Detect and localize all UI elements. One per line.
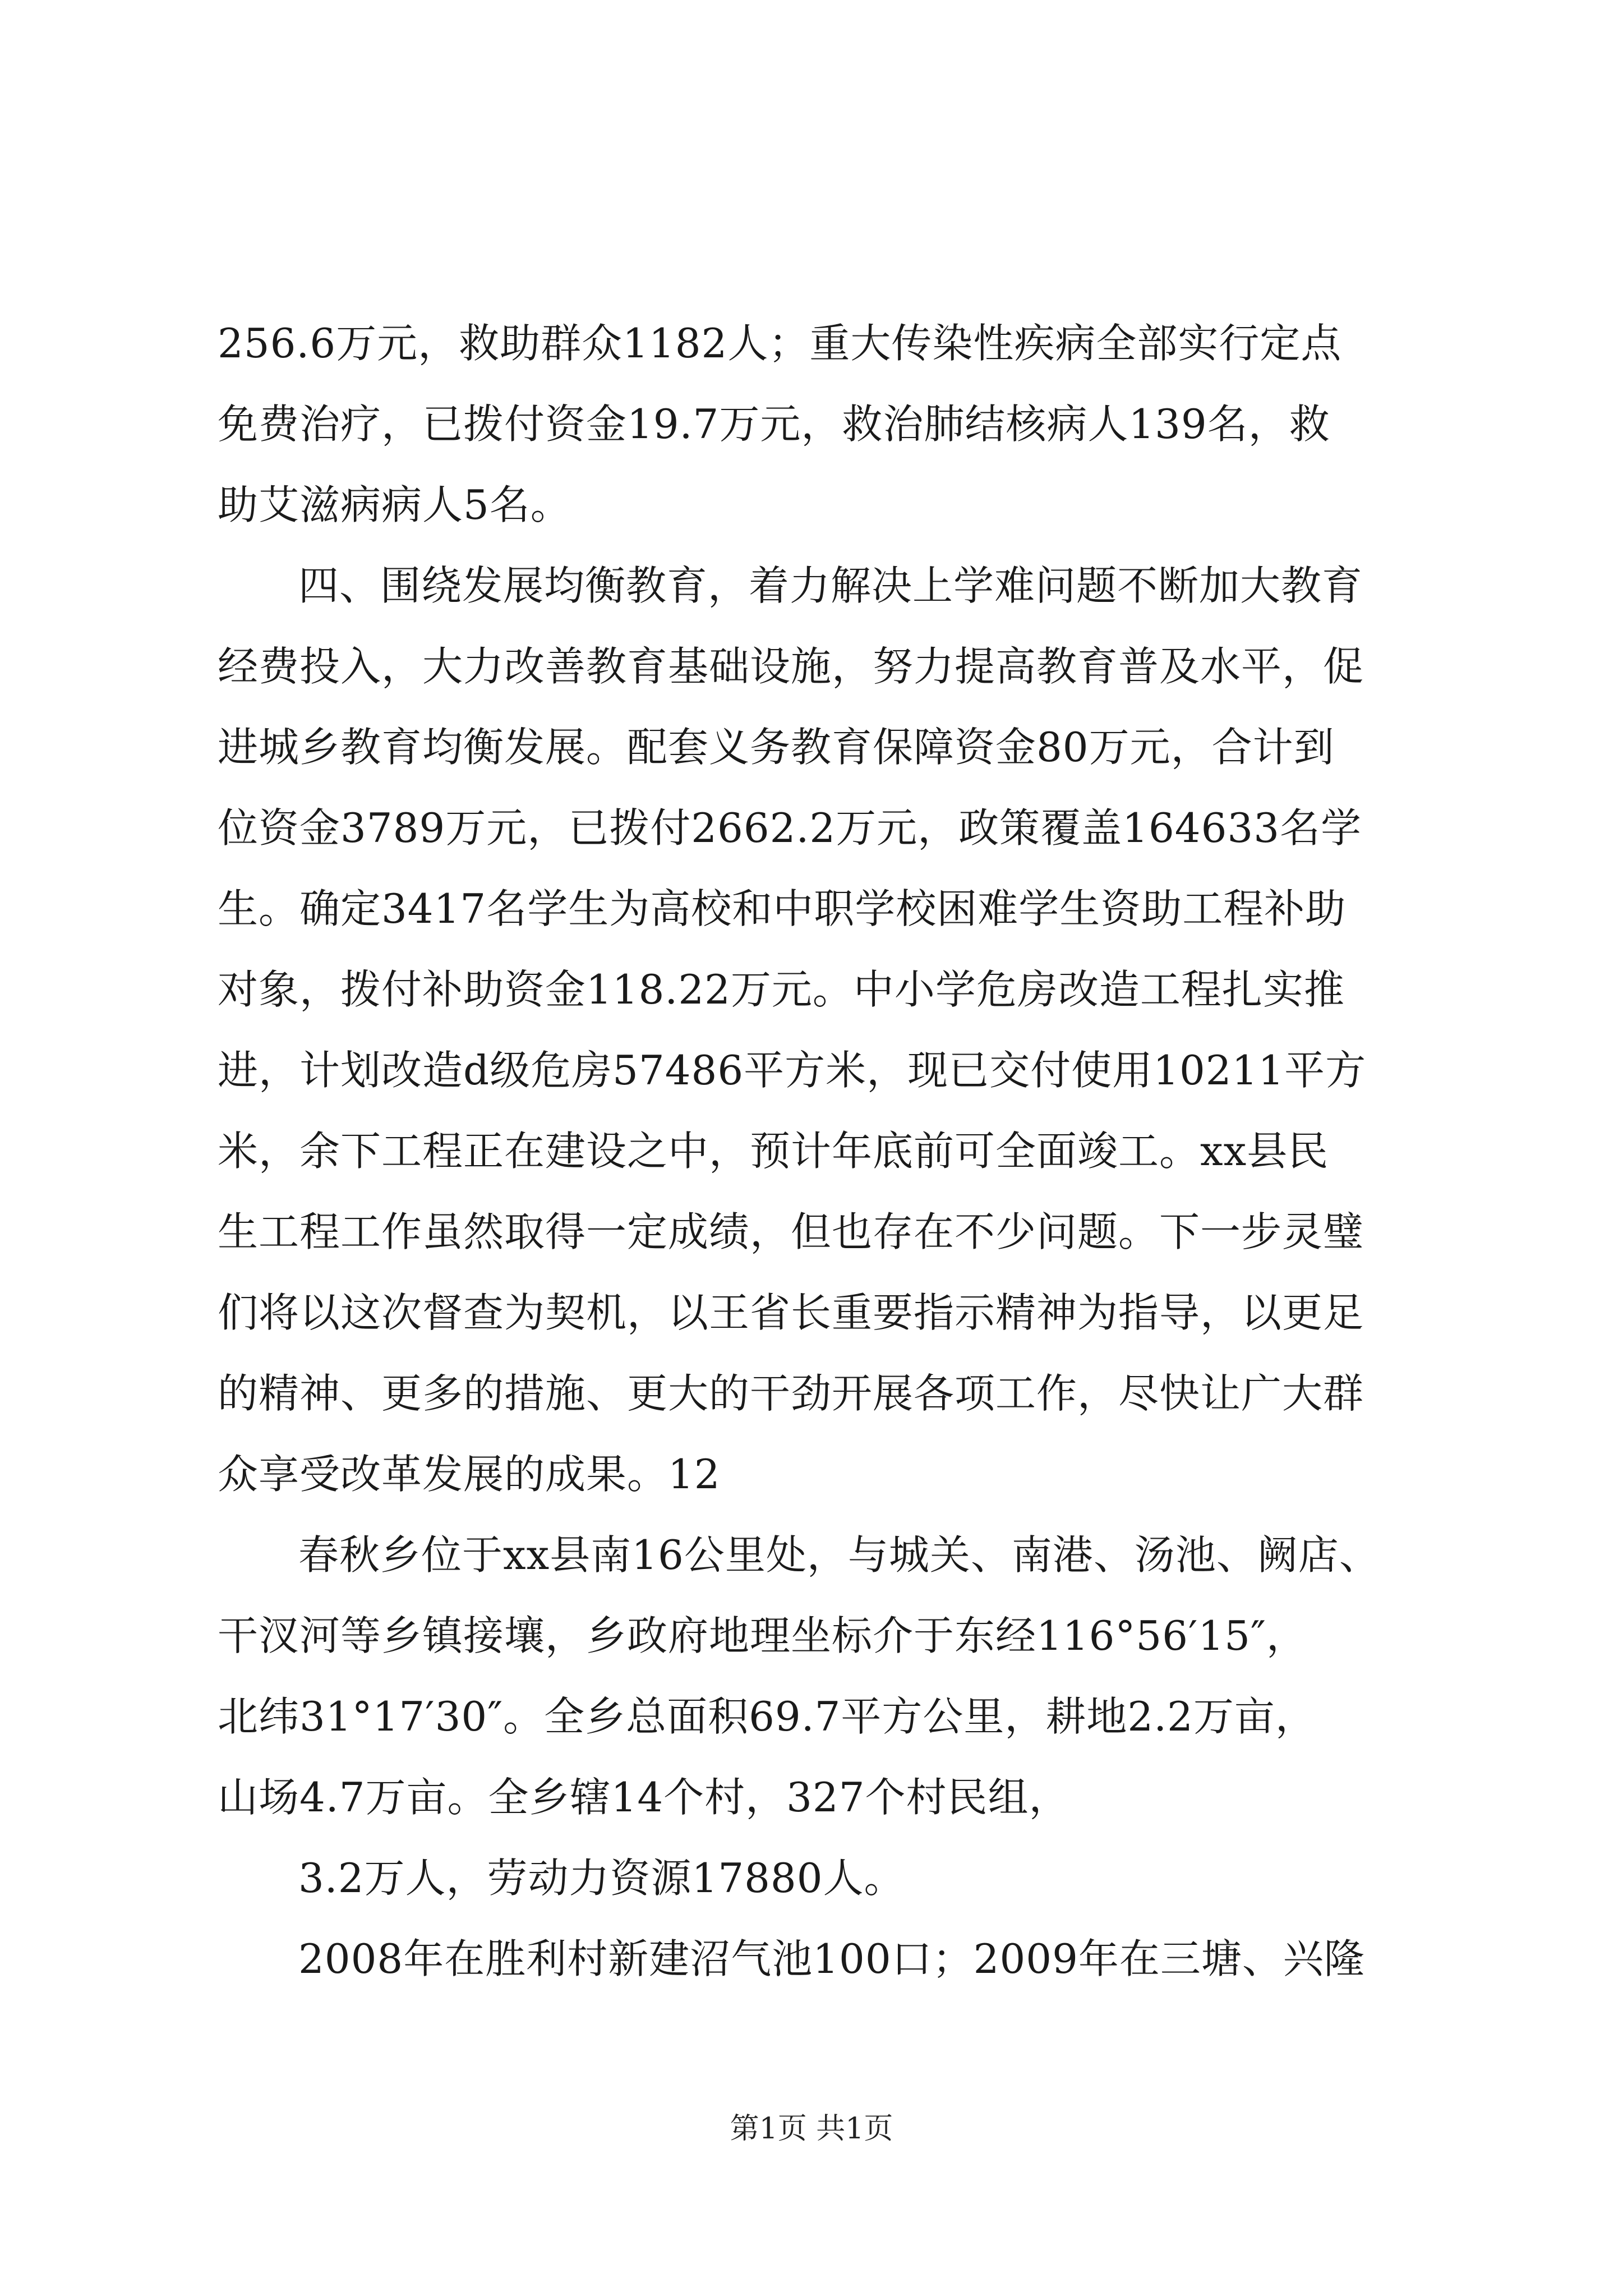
paragraph-2	[218, 545, 1418, 1515]
text-line: 的精神、更多的措施、更大的干劲开展各项工作，尽快让广大群	[218, 1370, 1364, 1417]
text-line: 3.2万人，劳动力资源17880人。	[298, 1855, 905, 1902]
text-line: 2008年在胜利村新建沼气池100口；2009年在三塘、兴隆	[298, 1935, 1365, 1982]
text-line: 对象，拨付补助资金118.22万元。中小学危房改造工程扎实推	[218, 966, 1345, 1013]
text-line: 四、围绕发展均衡教育，着力解决上学难问题不断加大教育	[298, 562, 1363, 609]
paragraph-5	[218, 1918, 1418, 1999]
text-line: 们将以这次督查为契机，以王省长重要指示精神为指导，以更足	[218, 1289, 1364, 1336]
paragraph-1	[218, 303, 1418, 545]
text-line: 助艾滋病病人5名。	[218, 481, 571, 528]
text-line: 春秋乡位于xx县南16公里处，与城关、南港、汤池、阙店、	[298, 1531, 1380, 1579]
text-line: 位资金3789万元，已拨付2662.2万元，政策覆盖164633名学	[218, 804, 1362, 852]
text-line: 进，计划改造d级危房57486平方米，现已交付使用10211平方	[218, 1047, 1367, 1094]
paragraph-3	[218, 1515, 1418, 1838]
text-line: 免费治疗，已拨付资金19.7万元，救治肺结核病人139名，救	[218, 401, 1330, 448]
text-line: 山场4.7万亩。全乡辖14个村，327个村民组，	[218, 1774, 1070, 1821]
text-line: 北纬31°17′30″。全乡总面积69.7平方公里，耕地2.2万亩，	[218, 1693, 1316, 1740]
text-line: 众享受改革发展的成果。12	[218, 1451, 721, 1498]
text-line: 干汊河等乡镇接壤，乡政府地理坐标介于东经116°56′15″，	[218, 1612, 1307, 1659]
page-footer: 第1页 共1页	[730, 2112, 893, 2146]
text-line: 进城乡教育均衡发展。配套义务教育保障资金80万元，合计到	[218, 724, 1335, 771]
document-body	[218, 303, 1418, 1999]
text-line: 256.6万元，救助群众1182人；重大传染性疾病全部实行定点	[218, 320, 1342, 367]
text-line: 米，余下工程正在建设之中，预计年底前可全面竣工。xx县民	[218, 1128, 1329, 1175]
text-line: 生。确定3417名学生为高校和中职学校困难学生资助工程补助	[218, 885, 1347, 932]
paragraph-4	[218, 1838, 1418, 1918]
text-line: 生工程工作虽然取得一定成绩，但也存在不少问题。下一步灵璧	[218, 1208, 1364, 1255]
text-line: 经费投入，大力改善教育基础设施，努力提高教育普及水平，促	[218, 643, 1364, 690]
